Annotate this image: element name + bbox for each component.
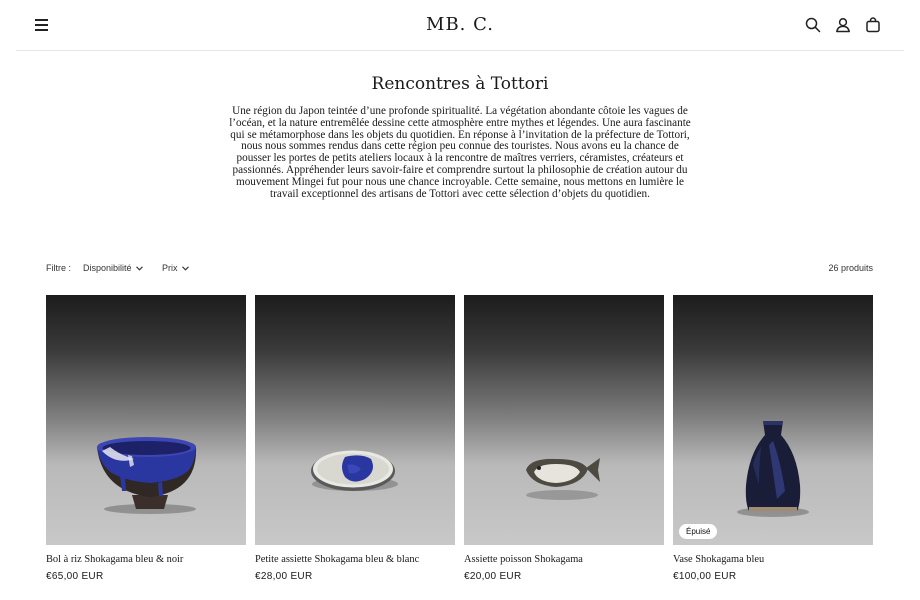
product-title[interactable]: Vase Shokagama bleu [673, 554, 765, 565]
collection-description: Une région du Japon teintée d’une profonde spiritualité. La végétation abondante côtoie les vagues de l’océan, et la nature entremêlée dessine cette atmosphère entre mythes et légendes. Une aura fascinante qui se métamorphose dans les objets du quotidien. En réponse à l’invitation de la préfecture de Tottori, nous nous sommes rendus dans cette région peu connue des touristes. Nous avons eu la chance de pousser les portes de petits ateliers locaux à la rencontre de maîtres verriers, céramistes, créateurs et passionnés. Appréhender leurs savoir-faire et comprendre surtout la philosophie de création autour du mouvement Mingei fut pour nous une chance incroyable. Cette semaine, nous mettons en lumière le travail exceptionnel des artisans de Tottori avec cette sélection d’objets du quotidien. [229, 105, 691, 200]
product-price: €28,00 EUR [255, 571, 313, 582]
product-price: €100,00 EUR [673, 571, 737, 582]
site-logo[interactable]: MB. C. [426, 14, 494, 35]
chevron-down-icon [136, 266, 143, 271]
product-card[interactable] [673, 295, 873, 582]
product-title[interactable]: Petite assiette Shokagama bleu & blanc [255, 554, 420, 565]
header-actions [804, 16, 882, 34]
availability-filter-label: Disponibilité [83, 263, 132, 273]
product-title[interactable]: Bol à riz Shokagama bleu & noir [46, 554, 184, 565]
product-card[interactable] [46, 295, 246, 582]
product-image-fish-plate[interactable] [464, 295, 664, 545]
product-price: €65,00 EUR [46, 571, 104, 582]
filter-bar [46, 261, 873, 275]
product-card[interactable] [464, 295, 664, 582]
product-grid [46, 295, 873, 595]
product-count: 26 produits [828, 263, 873, 273]
sold-out-badge: Épuisé [679, 524, 717, 539]
price-filter[interactable] [162, 263, 189, 273]
product-card[interactable] [255, 295, 455, 582]
product-image-rice-bowl[interactable] [46, 295, 246, 545]
site-header [16, 0, 904, 51]
product-image-small-plate[interactable] [255, 295, 455, 545]
account-icon[interactable] [834, 16, 852, 34]
price-filter-label: Prix [162, 263, 178, 273]
product-image-vase[interactable] [673, 295, 873, 545]
product-title[interactable]: Assiette poisson Shokagama [464, 554, 583, 565]
filter-label: Filtre : [46, 263, 72, 273]
collection-title: Rencontres à Tottori [371, 74, 549, 94]
availability-filter[interactable] [83, 263, 143, 273]
cart-icon[interactable] [864, 16, 882, 34]
product-price: €20,00 EUR [464, 571, 522, 582]
chevron-down-icon [182, 266, 189, 271]
search-icon[interactable] [804, 16, 822, 34]
